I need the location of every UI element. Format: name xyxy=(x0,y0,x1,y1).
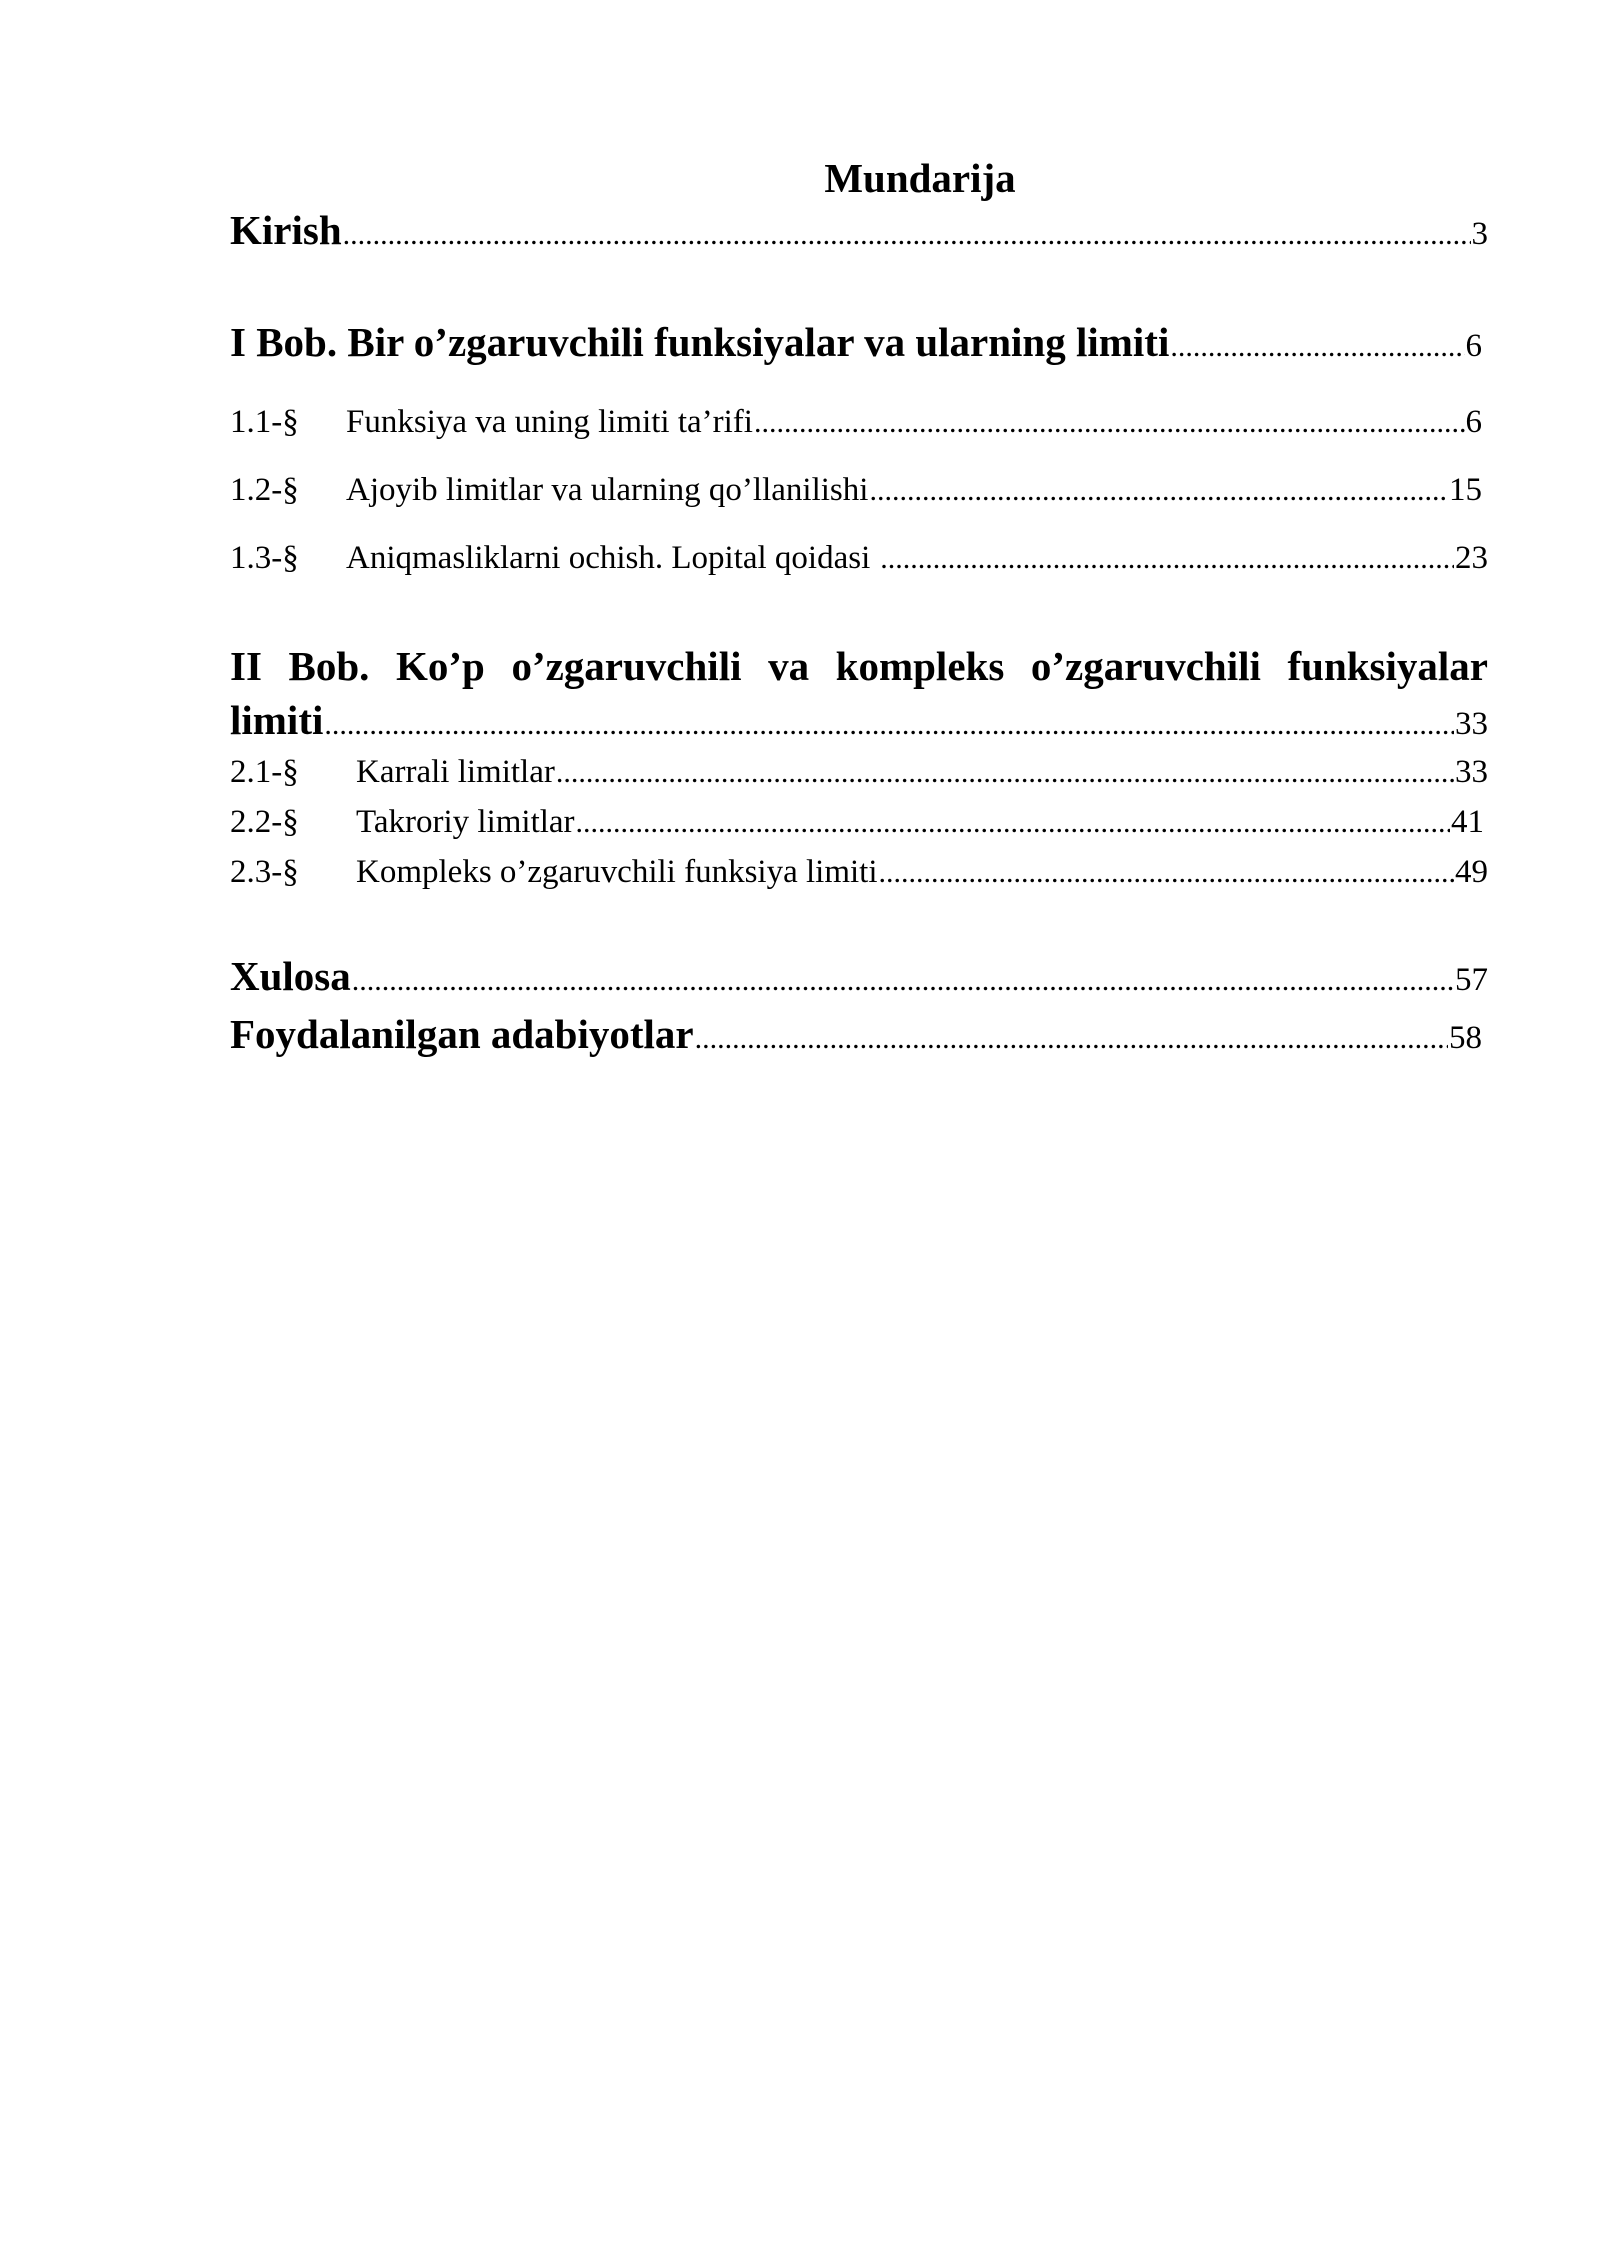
toc-page-number: 6 xyxy=(1465,404,1482,440)
section-title: Ajoyib limitlar va ularning qo’llanilishi xyxy=(346,472,869,508)
dot-leader xyxy=(880,542,1454,576)
toc-entry-conclusion[interactable] xyxy=(230,952,1488,1000)
section-title: Funksiya va uning limiti ta’rifi xyxy=(346,404,753,440)
toc-page-number: 57 xyxy=(1455,962,1488,998)
toc-page-number: 41 xyxy=(1451,804,1484,840)
toc-entry-label xyxy=(230,404,753,441)
toc-entry-references[interactable] xyxy=(230,1010,1488,1058)
toc-entry-intro[interactable] xyxy=(230,206,1488,254)
dot-leader xyxy=(754,406,1465,440)
toc-entry-section-1-3[interactable] xyxy=(230,540,1488,577)
dot-leader xyxy=(879,856,1455,890)
dot-leader xyxy=(1170,330,1464,364)
toc-page-number: 33 xyxy=(1455,754,1488,790)
section-title: Takroriy limitlar xyxy=(356,804,575,840)
toc-entry-label: Kirish xyxy=(230,207,342,253)
dot-leader xyxy=(695,1022,1448,1056)
section-number: 1.1-§ xyxy=(230,404,299,440)
dot-leader xyxy=(576,806,1450,840)
toc-page-number: 3 xyxy=(1471,216,1488,252)
section-number: 2.3-§ xyxy=(230,854,299,890)
section-title: Kompleks o’zgaruvchili funksiya limiti xyxy=(356,854,878,890)
toc-entry-label xyxy=(230,754,555,791)
toc-entry-label xyxy=(230,472,868,509)
toc-entry-section-1-2[interactable] xyxy=(230,472,1488,509)
toc-entry-label: limiti xyxy=(230,697,324,743)
toc-title: Mundarija xyxy=(824,155,1016,201)
dot-leader xyxy=(324,708,1454,742)
section-number: 2.1-§ xyxy=(230,754,299,790)
toc-entry-section-2-3[interactable] xyxy=(230,854,1488,891)
section-number: 1.2-§ xyxy=(230,472,299,508)
toc-entry-label xyxy=(230,854,878,891)
toc-page-number: 58 xyxy=(1449,1020,1482,1056)
toc-page-number: 49 xyxy=(1455,854,1488,890)
toc-entry-section-1-1[interactable] xyxy=(230,404,1488,441)
toc-entry-label: I Bob. Bir o’zgaruvchili funksiyalar va ularning limiti xyxy=(230,319,1170,365)
toc-entry-chapter-2[interactable] xyxy=(230,696,1488,744)
toc-entry-section-2-1[interactable] xyxy=(230,754,1488,791)
toc-entry-chapter-1[interactable] xyxy=(230,318,1488,366)
dot-leader xyxy=(343,218,1471,252)
toc-page-number: 6 xyxy=(1465,328,1482,364)
section-title: Karrali limitlar xyxy=(356,754,555,790)
toc-entry-chapter-2-line-1[interactable]: II Bob. Ko’p o’zgaruvchili va kompleks o’zgaruvchili funksiyalar xyxy=(230,643,1488,689)
toc-page-number: 15 xyxy=(1449,472,1482,508)
toc-page-number: 33 xyxy=(1455,706,1488,742)
toc-entry-section-2-2[interactable] xyxy=(230,804,1488,841)
toc-page-number: 23 xyxy=(1455,540,1488,576)
section-title: Aniqmasliklarni ochish. Lopital qoidasi xyxy=(346,540,871,576)
toc-entry-label: Xulosa xyxy=(230,953,351,999)
section-number: 2.2-§ xyxy=(230,804,299,840)
toc-entry-label xyxy=(230,540,870,577)
dot-leader xyxy=(556,756,1454,790)
dot-leader xyxy=(869,474,1448,508)
toc-entry-label xyxy=(230,804,575,841)
toc-entry-label: Foydalanilgan adabiyotlar xyxy=(230,1011,694,1057)
section-number: 1.3-§ xyxy=(230,540,299,576)
dot-leader xyxy=(352,964,1454,998)
